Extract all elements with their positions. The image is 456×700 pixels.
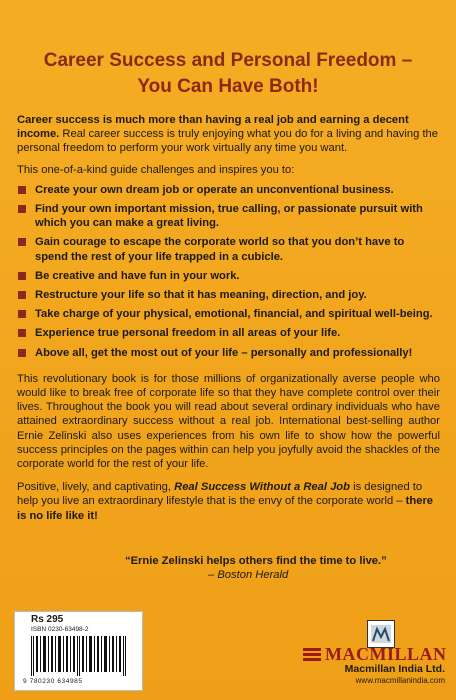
endorsement-source: – Boston Herald [208, 569, 289, 581]
headline-line-1: Career Success and Personal Freedom – [43, 50, 413, 71]
benefit-text: Gain courage to escape the corporate world so that you don’t have to spend the rest of your life trapped in a cubicle. [35, 236, 405, 263]
closing-text-b: is designed to help you live an extraordinary lifestyle that is the envy of the corporate world – [17, 481, 423, 508]
square-bullet-icon [18, 272, 26, 280]
price-label: Rs 295 [31, 614, 64, 625]
square-bullet-icon [18, 205, 26, 213]
square-bullet-icon [18, 349, 26, 357]
square-bullet-icon [18, 310, 26, 318]
m-logo-icon [303, 648, 321, 662]
description-paragraph: This revolutionary book is for those millions of organizationally averse people who would like to break free of corporate life so that they have complete control over their lives. Throughout the book you will read about several ordinary individuals who have attained extraordinary success without a real job. International best-selling author Ernie Zelinski also uses experiences from his own life to show how the powerful success principles on the pages within can help you joyfully avoid the shackles of the corporate world for the rest of your life. [17, 372, 440, 471]
headline-line-2: You Can Have Both! [137, 76, 319, 97]
benefit-item [17, 288, 440, 302]
benefit-text: Take charge of your physical, emotional, financial, and spiritual well-being. [35, 308, 433, 321]
benefit-text: Find your own important mission, true calling, or passionate pursuit with which you can make a great living. [35, 203, 423, 230]
benefit-item [17, 235, 440, 263]
square-bullet-icon [18, 329, 26, 337]
benefit-list [17, 183, 440, 360]
benefit-text: Restructure your life so that it has meaning, direction, and joy. [35, 289, 367, 302]
benefit-text: Create your own dream job or operate an unconventional business. [35, 183, 394, 196]
benefit-item [17, 202, 440, 230]
benefit-item [17, 346, 440, 360]
closing-bold-text: there is no life like it! [17, 495, 434, 522]
barcode-number: 9 780230 634985 [23, 678, 83, 685]
benefit-item [17, 183, 440, 197]
publisher-url: www.macmillanindia.com [355, 676, 445, 685]
benefit-item [17, 307, 440, 321]
blurb [17, 113, 440, 523]
square-bullet-icon [18, 186, 26, 194]
intro-text: Real career success is truly enjoying what you do for a living and having the personal freedom to perform your work virtually any time you want. [17, 128, 438, 155]
book-title: Real Success Without a Real Job [174, 481, 350, 494]
intro-paragraph [17, 113, 440, 156]
benefit-item [17, 326, 440, 340]
publisher-name: MACMILLAN [325, 644, 447, 664]
endorsement [125, 555, 410, 581]
benefit-item [17, 269, 440, 283]
square-bullet-icon [18, 238, 26, 246]
square-bullet-icon [18, 291, 26, 299]
closing-text-a: Positive, lively, and captivating, [17, 481, 175, 494]
barcode-icon [31, 636, 127, 676]
publisher-company: Macmillan India Ltd. [344, 663, 445, 675]
benefit-text: Above all, get the most out of your life – personally and professionally! [35, 346, 413, 359]
intro-bold-text: Career success is much more than having a real job and earning a decent income. [17, 114, 409, 141]
barcode-sticker [14, 611, 143, 691]
isbn-label: ISBN 0230-63498-2 [31, 626, 89, 633]
intro-lead: This one-of-a-kind guide challenges and inspires you to: [17, 163, 295, 176]
publisher-logo [325, 620, 445, 690]
benefit-text: Be creative and have fun in your work. [35, 269, 240, 282]
closing-paragraph [17, 480, 440, 523]
headline [20, 48, 436, 100]
endorsement-quote: “Ernie Zelinski helps others find the time to live.” [125, 555, 387, 567]
benefit-text: Experience true personal freedom in all areas of your life. [35, 327, 341, 340]
